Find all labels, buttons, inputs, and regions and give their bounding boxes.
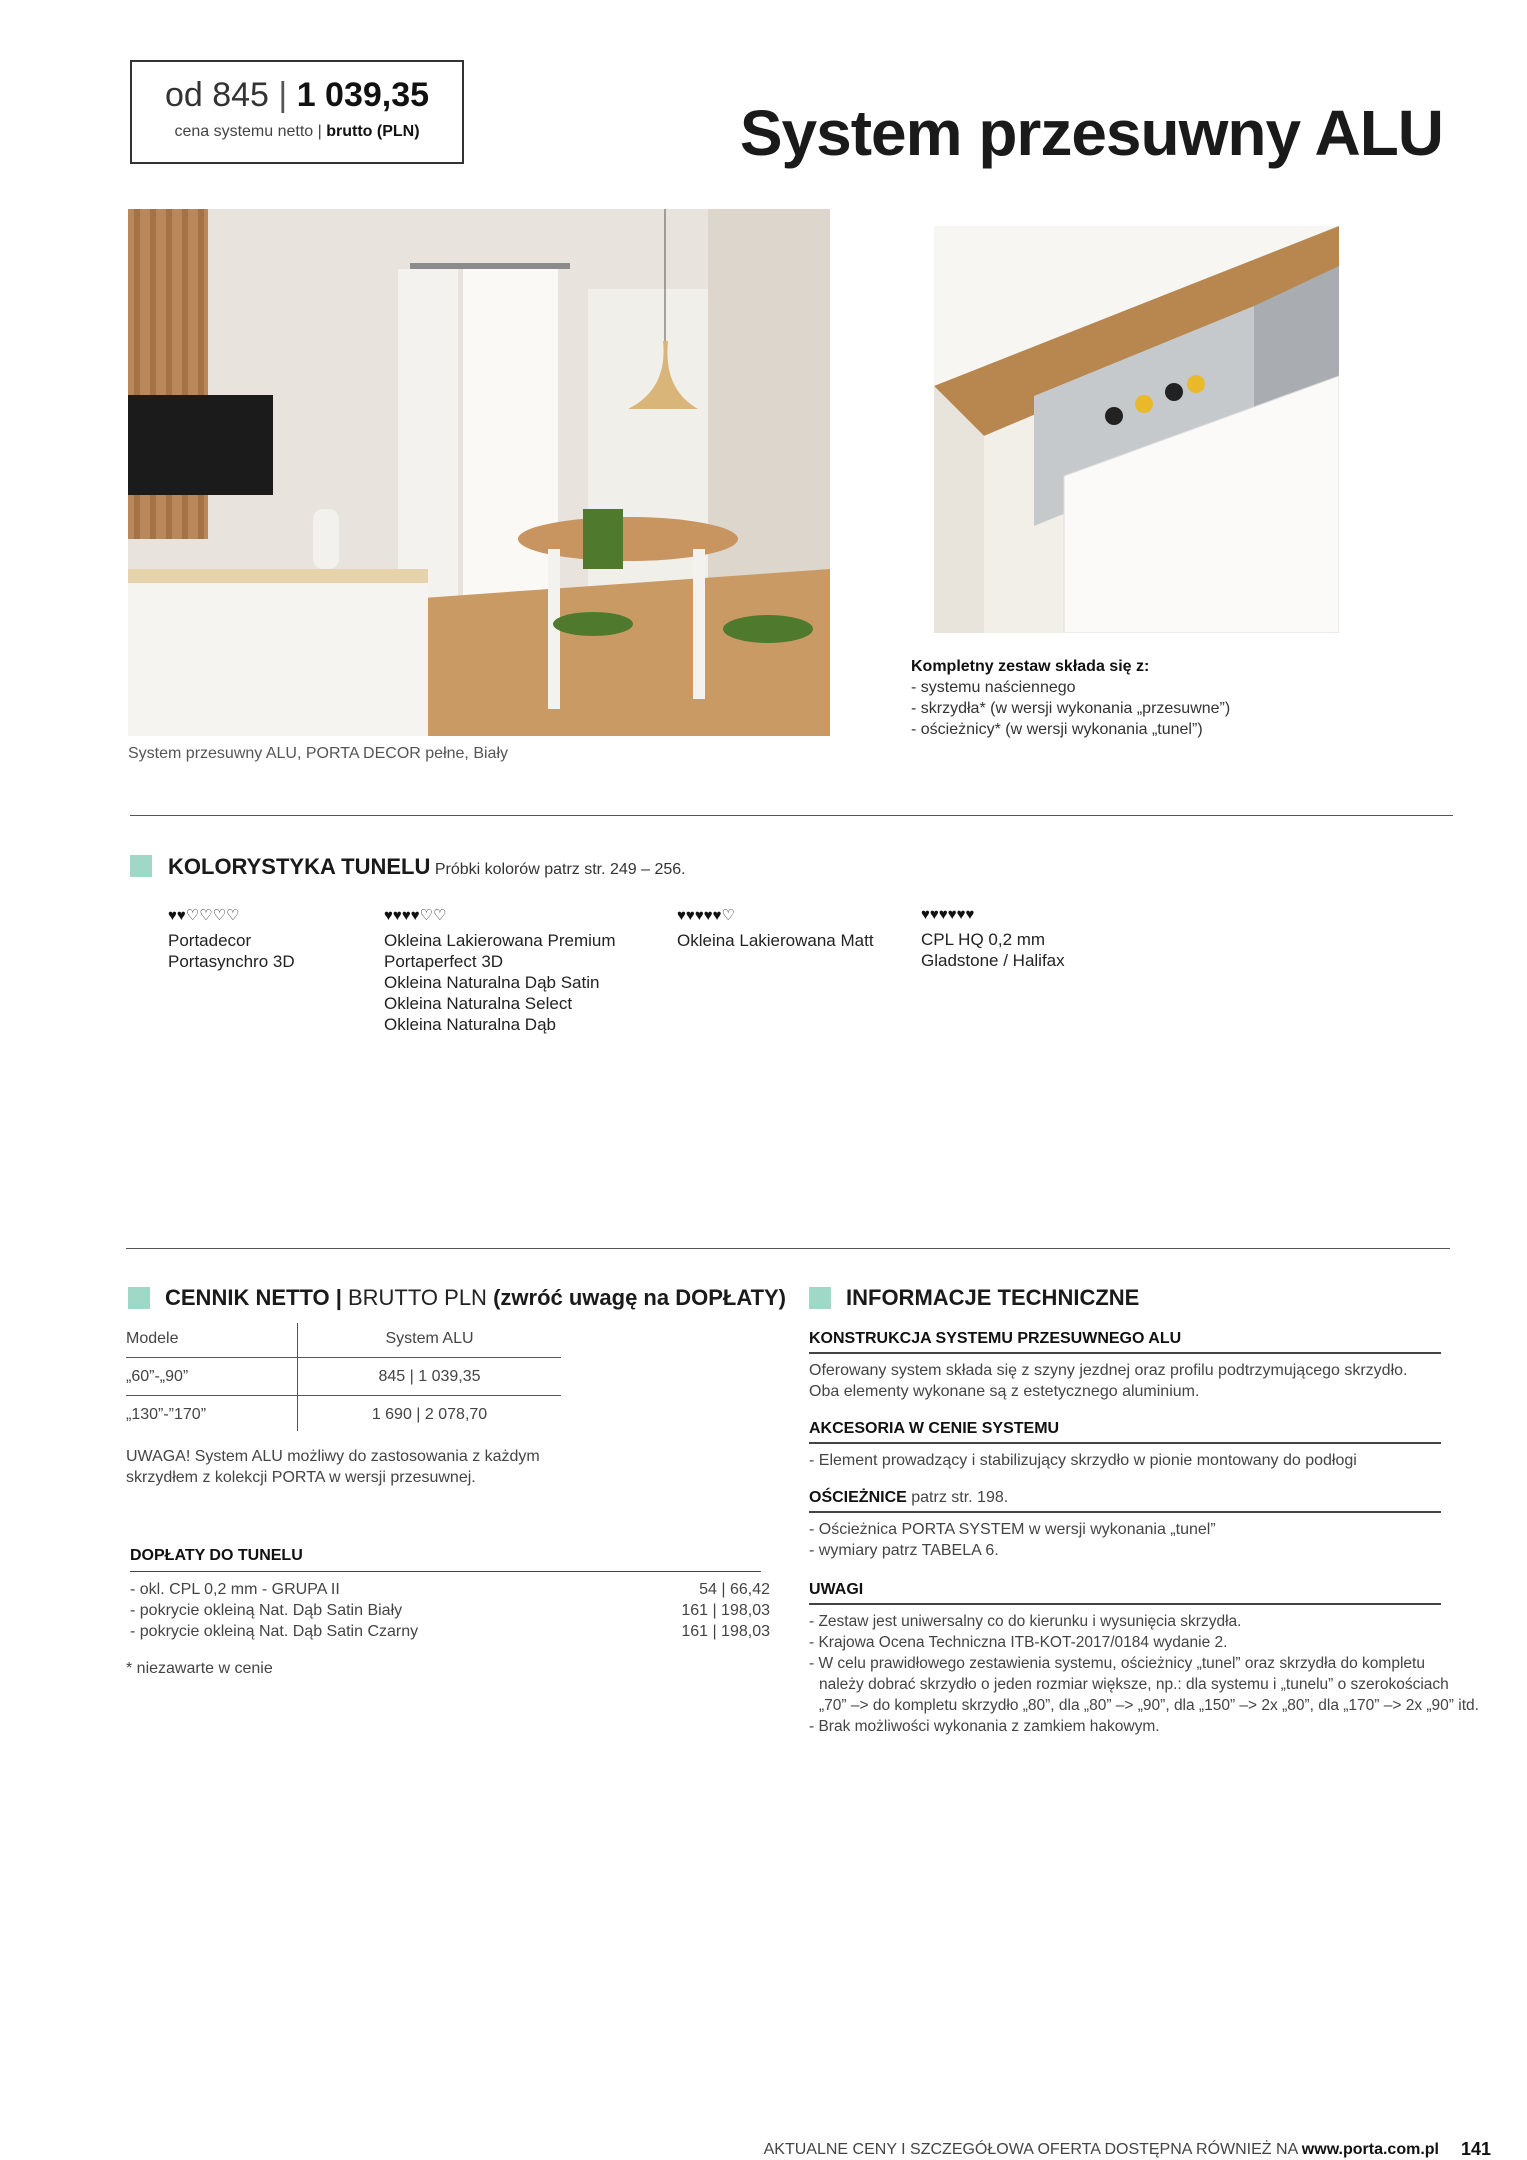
doplaty-value: 161 | 198,03 bbox=[681, 1602, 770, 1619]
doplaty-title: DOPŁATY DO TUNELU bbox=[130, 1547, 303, 1564]
color-item: Okleina Lakierowana Matt bbox=[677, 931, 874, 950]
oscieznice-list bbox=[809, 1519, 1441, 1561]
divider bbox=[809, 1511, 1441, 1513]
divider bbox=[809, 1603, 1441, 1605]
kolorystyka-note: Próbki kolorów patrz str. 249 – 256. bbox=[434, 861, 686, 878]
table-header-row bbox=[126, 1320, 561, 1358]
doplaty-value: 54 | 66,42 bbox=[699, 1581, 770, 1598]
rating-hearts-icon: ♥♥♥♥♡♡ bbox=[384, 907, 447, 924]
uwagi-item: - Zestaw jest uniwersalny co do kierunku i wysunięcia skrzydła. bbox=[809, 1613, 1242, 1630]
section-marker-square bbox=[130, 855, 152, 877]
info-oscieznice bbox=[809, 1489, 1441, 1561]
table-row bbox=[126, 1396, 561, 1433]
rating-hearts-icon: ♥♥♡♡♡♡ bbox=[168, 907, 240, 924]
header-system: System ALU bbox=[385, 1330, 474, 1347]
color-item: Portasynchro 3D bbox=[168, 952, 295, 971]
price-sub-gross: brutto (PLN) bbox=[326, 123, 420, 140]
color-column bbox=[921, 906, 1065, 971]
doplaty-list bbox=[130, 1579, 770, 1642]
konstrukcja-text: Oferowany system składa się z szyny jezdnej oraz profilu podtrzymującego skrzydło. Oba elementy wykonane są z estetycznego aluminium. bbox=[809, 1362, 1408, 1400]
row-price: 845 | 1 039,35 bbox=[378, 1368, 481, 1385]
color-column bbox=[677, 906, 874, 951]
price-line bbox=[132, 76, 462, 115]
akcesoria-text: - Element prowadzący i stabilizujący skrzydło w pionie montowany do podłogi bbox=[809, 1452, 1357, 1469]
color-item: Portadecor bbox=[168, 931, 252, 950]
info-title: INFORMACJE TECHNICZNE bbox=[846, 1285, 1140, 1310]
price-from: od 845 bbox=[164, 76, 269, 114]
room-photo bbox=[128, 209, 830, 736]
oscieznice-item: - Ościeżnica PORTA SYSTEM w wersji wykonania „tunel” bbox=[809, 1521, 1216, 1538]
kit-item: - skrzydła* (w wersji wykonania „przesuwne”) bbox=[911, 700, 1231, 717]
photo-caption: System przesuwny ALU, PORTA DECOR pełne, Biały bbox=[128, 745, 508, 762]
rating-hearts-icon: ♥♥♥♥♥♥ bbox=[921, 906, 975, 923]
oscieznice-title: OŚCIEŻNICE bbox=[809, 1489, 907, 1506]
kit-item: - ościeżnicy* (w wersji wykonania „tunel”) bbox=[911, 721, 1203, 738]
uwagi-item: - Brak możliwości wykonania z zamkiem hakowym. bbox=[809, 1718, 1160, 1735]
table-column-divider bbox=[297, 1323, 298, 1431]
rail-system-image bbox=[934, 226, 1339, 633]
color-column bbox=[384, 906, 616, 1035]
kolorystyka-heading bbox=[168, 854, 686, 880]
divider bbox=[130, 1571, 761, 1572]
info-akcesoria bbox=[809, 1420, 1441, 1471]
header-models: Modele bbox=[126, 1330, 179, 1347]
kolorystyka-title: KOLORYSTYKA TUNELU bbox=[168, 854, 431, 879]
page-number: 141 bbox=[1460, 2139, 1491, 2159]
doplaty-label: - pokrycie okleiną Nat. Dąb Satin Biały bbox=[130, 1602, 403, 1619]
divider bbox=[130, 815, 1453, 816]
doplaty-row bbox=[130, 1579, 770, 1600]
uwagi-item: - Krajowa Ocena Techniczna ITB-KOT-2017/0184 wydanie 2. bbox=[809, 1634, 1228, 1651]
price-table bbox=[126, 1320, 561, 1433]
system-warning: UWAGA! System ALU możliwy do zastosowania z każdym skrzydłem z kolekcji PORTA w wersji przesuwnej. bbox=[126, 1448, 540, 1486]
color-item: CPL HQ 0,2 mm bbox=[921, 930, 1046, 949]
row-price: 1 690 | 2 078,70 bbox=[371, 1406, 488, 1423]
doplaty-row bbox=[130, 1621, 770, 1642]
kit-description bbox=[911, 656, 1230, 740]
section-marker-square bbox=[128, 1287, 150, 1309]
uwagi-list bbox=[809, 1611, 1479, 1737]
uwagi-item: należy dobrać skrzydło o jeden rozmiar większe, np.: dla systemu i „tunelu” o szerokościach bbox=[819, 1676, 1449, 1693]
kit-item: - systemu naściennego bbox=[911, 679, 1076, 696]
price-gross: 1 039,35 bbox=[296, 76, 430, 114]
cennik-title-bold: CENNIK NETTO | bbox=[165, 1285, 342, 1310]
color-column bbox=[168, 906, 295, 972]
cennik-heading bbox=[165, 1285, 786, 1311]
oscieznice-note: patrz str. 198. bbox=[906, 1489, 1009, 1506]
uwagi-title: UWAGI bbox=[809, 1581, 864, 1598]
konstrukcja-title: KONSTRUKCJA SYSTEMU PRZESUWNEGO ALU bbox=[809, 1330, 1182, 1347]
row-model: „60”-„90” bbox=[126, 1368, 189, 1385]
footnote: * niezawarte w cenie bbox=[126, 1660, 273, 1677]
footer-link[interactable]: www.porta.com.pl bbox=[1301, 2141, 1439, 2158]
table-row bbox=[126, 1358, 561, 1396]
color-item: Okleina Lakierowana Premium bbox=[384, 931, 616, 950]
color-item: Okleina Naturalna Dąb Satin bbox=[384, 973, 600, 992]
divider bbox=[126, 1248, 1450, 1249]
rating-hearts-icon: ♥♥♥♥♥♡ bbox=[677, 907, 735, 924]
cennik-title-note: (zwróć uwagę na DOPŁATY) bbox=[493, 1285, 787, 1310]
page-title: System przesuwny ALU bbox=[739, 97, 1443, 169]
section-marker-square bbox=[809, 1287, 831, 1309]
doplaty-label: - okl. CPL 0,2 mm - GRUPA II bbox=[130, 1581, 340, 1598]
doplaty-row bbox=[130, 1600, 770, 1621]
uwagi-item: - W celu prawidłowego zestawienia systemu, ościeżnicy „tunel” oraz skrzydła do kompletu bbox=[809, 1655, 1425, 1672]
price-box bbox=[130, 60, 464, 164]
doplaty-value: 161 | 198,03 bbox=[681, 1623, 770, 1640]
price-sub-net: cena systemu netto | bbox=[174, 123, 322, 140]
price-subtitle bbox=[132, 123, 462, 141]
oscieznice-item: - wymiary patrz TABELA 6. bbox=[809, 1542, 999, 1559]
price-separator: | bbox=[278, 76, 288, 114]
footer bbox=[764, 2141, 1439, 2159]
info-uwagi bbox=[809, 1581, 1479, 1737]
color-item: Okleina Naturalna Select bbox=[384, 994, 573, 1013]
color-item: Gladstone / Halifax bbox=[921, 951, 1065, 970]
row-model: „130”-”170” bbox=[126, 1406, 207, 1423]
doplaty-label: - pokrycie okleiną Nat. Dąb Satin Czarny bbox=[130, 1623, 419, 1640]
kit-title: Kompletny zestaw składa się z: bbox=[911, 658, 1150, 675]
akcesoria-title: AKCESORIA W CENIE SYSTEMU bbox=[809, 1420, 1060, 1437]
footer-text: AKTUALNE CENY I SZCZEGÓŁOWA OFERTA DOSTĘPNA RÓWNIEŻ NA bbox=[763, 2141, 1302, 2158]
uwagi-item: „70” –> do kompletu skrzydło „80”, dla „80” –> „90”, dla „150” –> 2x „80”, dla „170” –> 2x „90” itd. bbox=[819, 1697, 1479, 1714]
info-konstrukcja bbox=[809, 1330, 1441, 1402]
cennik-title-regular: BRUTTO PLN bbox=[341, 1285, 494, 1310]
color-item: Okleina Naturalna Dąb bbox=[384, 1015, 556, 1034]
divider bbox=[809, 1442, 1441, 1444]
divider bbox=[809, 1352, 1441, 1354]
color-item: Portaperfect 3D bbox=[384, 952, 504, 971]
